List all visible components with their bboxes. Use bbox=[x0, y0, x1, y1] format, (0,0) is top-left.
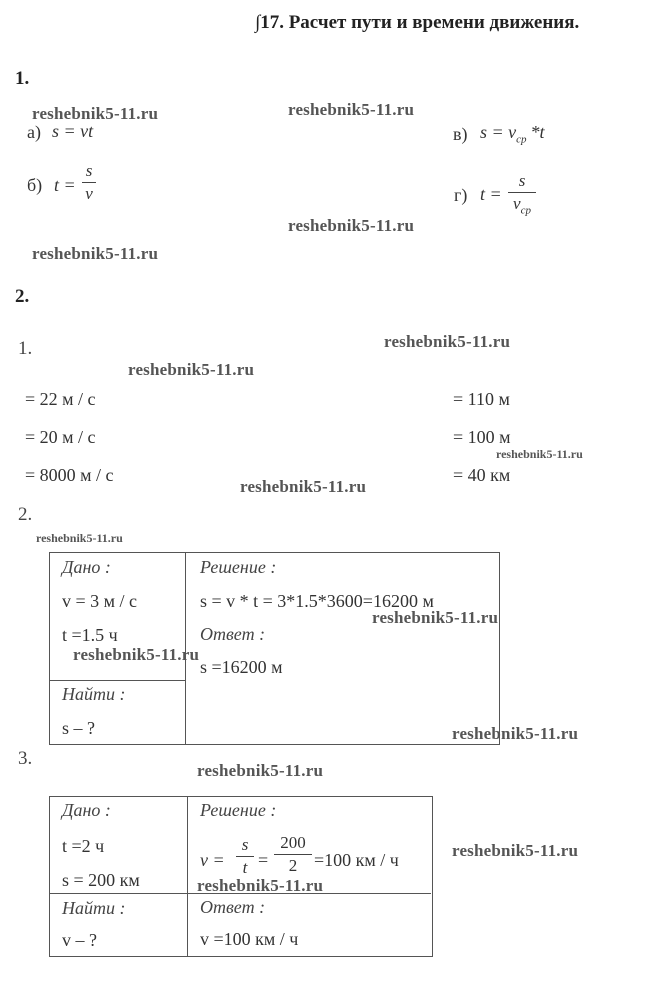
answer-line: v =100 км / ч bbox=[200, 929, 299, 949]
item-g-fraction bbox=[508, 172, 536, 219]
fraction-bar bbox=[236, 856, 254, 857]
solution-lhs: v = bbox=[200, 850, 225, 870]
given-line-1: t =2 ч bbox=[62, 836, 105, 856]
watermark: reshebnik5-11.ru bbox=[384, 332, 511, 351]
part-1-left-3: = 8000 м / с bbox=[25, 465, 114, 485]
fraction-numerator: 200 bbox=[280, 833, 306, 852]
watermark: reshebnik5-11.ru bbox=[452, 841, 579, 860]
solution-fraction-1 bbox=[236, 836, 254, 877]
fraction-bar bbox=[274, 854, 312, 855]
given-header: Дано : bbox=[62, 557, 111, 577]
watermark: reshebnik5-11.ru bbox=[73, 645, 200, 664]
item-g-den-sub: ср bbox=[520, 204, 531, 217]
watermark: reshebnik5-11.ru bbox=[197, 761, 324, 780]
part-2-number: 2. bbox=[18, 504, 33, 525]
item-v-label: в) bbox=[453, 124, 468, 144]
item-g-denominator: v bbox=[513, 194, 521, 213]
fraction-numerator: s bbox=[241, 835, 249, 854]
item-b-denominator: v bbox=[85, 184, 93, 203]
solution-line: s = v * t = 3*1.5*3600=16200 м bbox=[200, 591, 434, 611]
part-1-left-2: = 20 м / с bbox=[25, 427, 96, 447]
item-a-formula: s = vt bbox=[52, 121, 94, 141]
fraction-denominator: t bbox=[242, 858, 248, 877]
watermark: reshebnik5-11.ru bbox=[240, 477, 367, 496]
item-v-sub: ср bbox=[516, 133, 527, 146]
item-g-lhs: t = bbox=[480, 184, 502, 204]
item-b-lhs: t = bbox=[54, 175, 76, 195]
watermark: reshebnik5-11.ru bbox=[288, 100, 415, 119]
task-1-number: 1. bbox=[15, 68, 30, 89]
find-line: v – ? bbox=[62, 930, 97, 950]
item-b-fraction bbox=[82, 162, 96, 203]
solution-header: Решение : bbox=[200, 557, 277, 577]
part-1-right-2: = 100 м bbox=[453, 427, 511, 447]
item-b-numerator: s bbox=[85, 161, 93, 180]
answer-line: s =16200 м bbox=[200, 657, 283, 677]
part-1-right-1: = 110 м bbox=[453, 389, 510, 409]
watermark: reshebnik5-11.ru bbox=[372, 608, 499, 627]
answer-header: Ответ : bbox=[200, 624, 266, 644]
item-g-numerator: s bbox=[518, 171, 526, 190]
given-line-2: s = 200 км bbox=[62, 870, 140, 890]
watermark: reshebnik5-11.ru bbox=[288, 216, 415, 235]
find-line: s – ? bbox=[62, 718, 95, 738]
find-header: Найти : bbox=[62, 898, 126, 918]
part-1-number: 1. bbox=[18, 338, 33, 359]
item-v-rhs: *t bbox=[530, 122, 545, 142]
given-line-2: t =1.5 ч bbox=[62, 625, 118, 645]
solution-fraction-2 bbox=[274, 834, 312, 875]
find-header: Найти : bbox=[62, 684, 126, 704]
item-g-label: г) bbox=[454, 185, 468, 205]
fraction-denominator: 2 bbox=[288, 856, 298, 875]
watermark: reshebnik5-11.ru bbox=[32, 244, 159, 263]
watermark: reshebnik5-11.ru bbox=[128, 360, 255, 379]
watermark: reshebnik5-11.ru bbox=[496, 447, 583, 461]
watermark: reshebnik5-11.ru bbox=[36, 531, 123, 545]
given-line-1: v = 3 м / с bbox=[62, 591, 138, 611]
task-2-number: 2. bbox=[15, 286, 30, 307]
table-divider bbox=[49, 680, 185, 681]
watermark: reshebnik5-11.ru bbox=[452, 724, 579, 743]
item-a-label: а) bbox=[27, 122, 41, 142]
item-b-label: б) bbox=[27, 175, 43, 195]
item-v-lhs: s = v bbox=[480, 122, 517, 142]
part-3-number: 3. bbox=[18, 748, 33, 769]
watermark: reshebnik5-11.ru bbox=[32, 104, 159, 123]
item-v-formula bbox=[480, 122, 545, 146]
part-1-left-1: = 22 м / с bbox=[25, 389, 96, 409]
solution-result: =100 км / ч bbox=[314, 850, 399, 870]
given-header: Дано : bbox=[62, 800, 111, 820]
answer-header: Ответ : bbox=[200, 897, 266, 917]
table-divider bbox=[187, 796, 188, 956]
fraction-bar bbox=[508, 192, 536, 193]
solution-equals: = bbox=[258, 850, 269, 870]
watermark: reshebnik5-11.ru bbox=[197, 876, 324, 895]
part-1-right-3: = 40 км bbox=[453, 465, 511, 485]
page-title: ∫17. Расчет пути и времени движения. bbox=[255, 12, 580, 33]
fraction-bar bbox=[82, 182, 96, 183]
solution-header: Решение : bbox=[200, 800, 277, 820]
